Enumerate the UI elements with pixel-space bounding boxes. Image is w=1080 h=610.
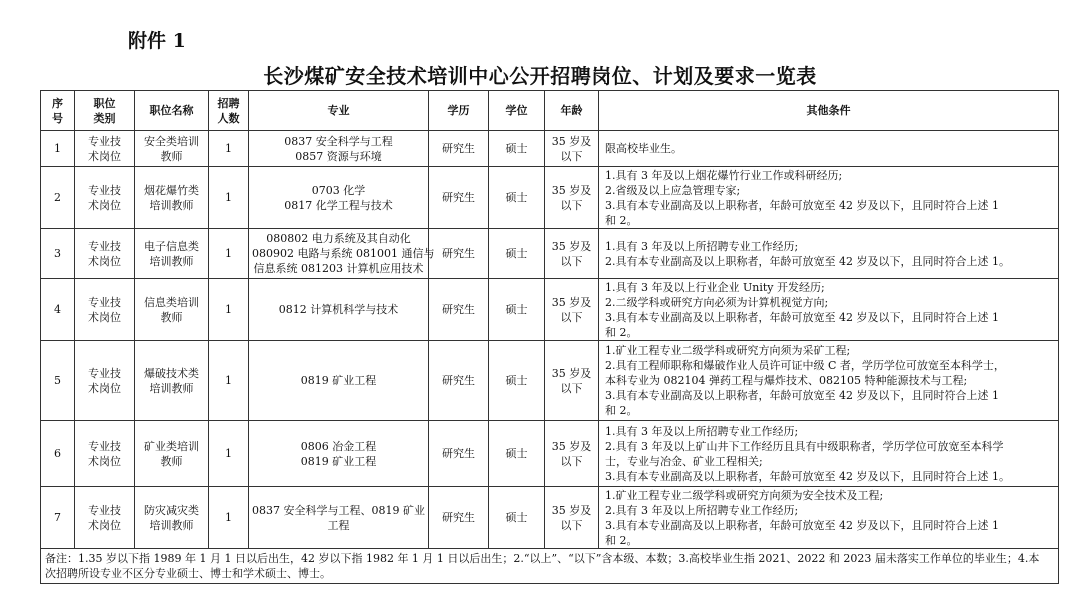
cell-other: 1.具有 3 年及以上所招聘专业工作经历; 2.具有 3 年及以上矿山井下工作经历且具有中级职称者，学历学位可放宽至本科学 士，专业与冶金、矿业工程相关; 3.具有本专业副高及以上职称者，年龄可放宽至 42 岁及以下，且同时符合上述 1。: [599, 421, 1059, 487]
cell-index: 3: [41, 229, 75, 279]
cell-quota: 1: [209, 421, 249, 487]
header-index: 序 号: [41, 91, 75, 131]
header-other: 其他条件: [599, 91, 1059, 131]
cell-education: 研究生: [429, 487, 489, 549]
document-title: 长沙煤矿安全技术培训中心公开招聘岗位、计划及要求一览表: [263, 64, 817, 88]
cell-degree: 硕士: [489, 229, 545, 279]
header-education: 学历: [429, 91, 489, 131]
cell-major: 0703 化学 0817 化学工程与技术: [249, 167, 429, 229]
cell-education: 研究生: [429, 167, 489, 229]
table-row: [41, 487, 1059, 549]
header-major: 专业: [249, 91, 429, 131]
cell-other: 1.矿业工程专业二级学科或研究方向须为采矿工程; 2.具有工程师职称和爆破作业人员许可证中级 C 者，学历学位可放宽至本科学士， 本科专业为 082104 弹药工程与爆炸技术、082105 特种能源技术与工程; 3.具有本专业副高及以上职称者，年龄可放宽至 42 岁及以下，且同时符合上述 1 和 2。: [599, 341, 1059, 421]
cell-degree: 硕士: [489, 131, 545, 167]
cell-other: 1.矿业工程专业二级学科或研究方向须为安全技术及工程; 2.具有 3 年及以上所招聘专业工作经历; 3.具有本专业副高及以上职称者，年龄可放宽至 42 岁及以下，且同时符合上述 1 和 2。: [599, 487, 1059, 549]
header-position: 职位名称: [135, 91, 209, 131]
cell-other: 限高校毕业生。: [599, 131, 1059, 167]
cell-quota: 1: [209, 229, 249, 279]
cell-index: 5: [41, 341, 75, 421]
recruitment-table: [40, 90, 1059, 584]
note-row: [41, 549, 1059, 584]
cell-age: 35 岁及 以下: [545, 131, 599, 167]
cell-other: 1.具有 3 年及以上烟花爆竹行业工作或科研经历; 2.省级及以上应急管理专家; 3.具有本专业副高及以上职称者，年龄可放宽至 42 岁及以下，且同时符合上述 1 和 2。: [599, 167, 1059, 229]
cell-position: 安全类培训 教师: [135, 131, 209, 167]
cell-degree: 硕士: [489, 167, 545, 229]
note-line: 次招聘所设专业不区分专业硕士、博士和学术硕士、博士。: [45, 567, 331, 580]
table-row: [41, 131, 1059, 167]
cell-education: 研究生: [429, 421, 489, 487]
cell-quota: 1: [209, 341, 249, 421]
header-category: 职位 类别: [75, 91, 135, 131]
cell-age: 35 岁及 以下: [545, 421, 599, 487]
cell-position: 矿业类培训 教师: [135, 421, 209, 487]
cell-education: 研究生: [429, 341, 489, 421]
header-row: [41, 91, 1059, 131]
cell-degree: 硕士: [489, 421, 545, 487]
cell-index: 2: [41, 167, 75, 229]
cell-degree: 硕士: [489, 341, 545, 421]
cell-major: 0819 矿业工程: [249, 341, 429, 421]
cell-position: 信息类培训 教师: [135, 279, 209, 341]
cell-age: 35 岁及 以下: [545, 279, 599, 341]
cell-category: 专业技 术岗位: [75, 487, 135, 549]
cell-quota: 1: [209, 131, 249, 167]
cell-category: 专业技 术岗位: [75, 167, 135, 229]
cell-major: 080802 电力系统及其自动化 080902 电路与系统 081001 通信与 信息系统 081203 计算机应用技术: [249, 229, 429, 279]
cell-degree: 硕士: [489, 487, 545, 549]
cell-index: 4: [41, 279, 75, 341]
header-quota: 招聘 人数: [209, 91, 249, 131]
cell-category: 专业技 术岗位: [75, 341, 135, 421]
cell-education: 研究生: [429, 229, 489, 279]
table-row: [41, 421, 1059, 487]
header-age: 年龄: [545, 91, 599, 131]
cell-category: 专业技 术岗位: [75, 421, 135, 487]
header-degree: 学位: [489, 91, 545, 131]
cell-position: 防灾减灾类 培训教师: [135, 487, 209, 549]
cell-education: 研究生: [429, 279, 489, 341]
cell-major: 0806 冶金工程 0819 矿业工程: [249, 421, 429, 487]
cell-category: 专业技 术岗位: [75, 279, 135, 341]
attachment-label: 附件 1: [128, 30, 186, 52]
cell-position: 烟花爆竹类 培训教师: [135, 167, 209, 229]
cell-index: 6: [41, 421, 75, 487]
cell-quota: 1: [209, 167, 249, 229]
cell-major: 0812 计算机科学与技术: [249, 279, 429, 341]
cell-other: 1.具有 3 年及以上行业企业 Unity 开发经历; 2.二级学科或研究方向必须为计算机视觉方向; 3.具有本专业副高及以上职称者，年龄可放宽至 42 岁及以下，且同时符合上述 1 和 2。: [599, 279, 1059, 341]
table-row: [41, 279, 1059, 341]
note-cell: [41, 549, 1059, 584]
cell-age: 35 岁及 以下: [545, 487, 599, 549]
cell-age: 35 岁及 以下: [545, 167, 599, 229]
cell-position: 爆破技术类 培训教师: [135, 341, 209, 421]
cell-other: 1.具有 3 年及以上所招聘专业工作经历; 2.具有本专业副高及以上职称者，年龄可放宽至 42 岁及以下，且同时符合上述 1。: [599, 229, 1059, 279]
table-row: [41, 229, 1059, 279]
cell-major: 0837 安全科学与工程 0857 资源与环境: [249, 131, 429, 167]
cell-education: 研究生: [429, 131, 489, 167]
table-row: [41, 167, 1059, 229]
cell-category: 专业技 术岗位: [75, 229, 135, 279]
cell-category: 专业技 术岗位: [75, 131, 135, 167]
cell-position: 电子信息类 培训教师: [135, 229, 209, 279]
cell-age: 35 岁及 以下: [545, 341, 599, 421]
cell-index: 1: [41, 131, 75, 167]
cell-degree: 硕士: [489, 279, 545, 341]
note-line: 备注：1.35 岁以下指 1989 年 1 月 1 日以后出生，42 岁以下指 1982 年 1 月 1 日以后出生；2.“以上”、“以下”含本级、本数；3.高校毕业生指 2021、2022 和 2023 届未落实工作单位的毕业生；4.本: [45, 552, 1040, 565]
cell-quota: 1: [209, 279, 249, 341]
table-row: [41, 341, 1059, 421]
cell-quota: 1: [209, 487, 249, 549]
cell-index: 7: [41, 487, 75, 549]
cell-major: 0837 安全科学与工程、0819 矿业 工程: [249, 487, 429, 549]
cell-age: 35 岁及 以下: [545, 229, 599, 279]
